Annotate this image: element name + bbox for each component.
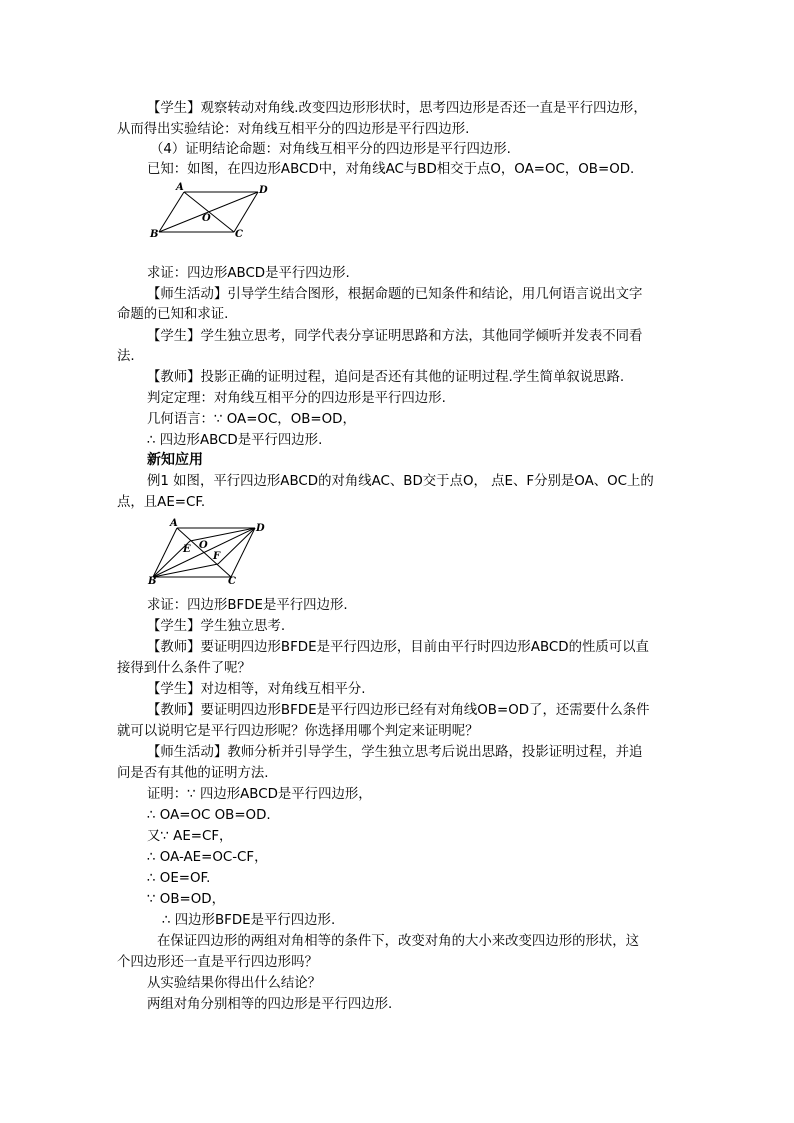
point-label: D: [259, 185, 268, 196]
text-line: 【学生】学生独立思考.: [147, 619, 286, 634]
text-line: 【学生】观察转动对角线.改变四边形形状时，思考四边形是否还一直是平行四边形，: [147, 101, 647, 116]
point-label: B: [148, 576, 157, 587]
text-line: ∴ OA-AE=OC-CF，: [147, 850, 268, 865]
text-line: 命题的已知和求证.: [117, 307, 229, 322]
text-line: 【教师】要证明四边形BFDE是平行四边形已经有对角线OB=OD了，还需要什么条件: [147, 703, 650, 718]
point-label: A: [176, 182, 184, 193]
parallelogram-figure-2: [147, 515, 272, 590]
text-line: 判定定理：对角线互相平分的四边形是平行四边形.: [147, 391, 446, 406]
parallelogram-figure-1: [147, 180, 272, 242]
text-line: 证明：∵ 四边形ABCD是平行四边形，: [147, 787, 372, 802]
point-label: O: [199, 540, 208, 551]
text-line: 又∵ AE=CF，: [147, 829, 233, 844]
text-line: 例1 如图，平行四边形ABCD的对角线AC、BD交于点O， 点E、F分别是OA、OC上的: [147, 474, 654, 489]
text-line: 点，且AE=CF.: [117, 495, 206, 510]
point-label: D: [256, 523, 265, 534]
text-line: 两组对角分别相等的四边形是平行四边形.: [147, 997, 393, 1012]
point-label: E: [183, 544, 191, 555]
text-line: 【教师】要证明四边形BFDE是平行四边形，目前由平行时四边形ABCD的性质可以直: [147, 640, 649, 655]
section-heading: 新知应用: [147, 452, 203, 468]
point-label: B: [150, 229, 159, 240]
point-label: A: [170, 518, 178, 529]
text-line: 求证：四边形BFDE是平行四边形.: [147, 598, 348, 613]
text-line: 【学生】学生独立思考，同学代表分享证明思路和方法，其他同学倾听并发表不同看: [147, 329, 643, 344]
text-line: 就可以说明它是平行四边形呢？你选择用哪个判定来证明呢？: [117, 724, 479, 739]
text-line: ∴ 四边形ABCD是平行四边形.: [147, 433, 323, 448]
point-label: F: [213, 551, 221, 562]
text-line: （4）证明结论命题：对角线互相平分的四边形是平行四边形.: [150, 142, 511, 157]
text-line: 问是否有其他的证明方法.: [117, 766, 269, 781]
point-label: O: [202, 213, 211, 224]
text-line: 几何语言：∵ OA=OC，OB=OD，: [147, 412, 356, 427]
text-line: 【教师】投影正确的证明过程，追问是否还有其他的证明过程.学生简单叙说思路.: [147, 370, 625, 385]
text-line: 接得到什么条件了呢？: [117, 661, 251, 676]
text-line: ∴ OA=OC OB=OD.: [147, 808, 271, 823]
text-line: 已知：如图，在四边形ABCD中，对角线AC与BD相交于点O，OA=OC，OB=OD.: [147, 162, 635, 177]
text-line: 【师生活动】教师分析并引导学生，学生独立思考后说出思路，投影证明过程，并追: [147, 745, 643, 760]
text-line: 【师生活动】引导学生结合图形，根据命题的已知条件和结论，用几何语言说出文字: [147, 287, 643, 302]
text-line: ∴ OE=OF.: [147, 871, 211, 886]
text-line: 求证：四边形ABCD是平行四边形.: [147, 266, 350, 281]
text-line: 从实验结果你得出什么结论？: [147, 976, 322, 991]
point-label: C: [235, 229, 243, 240]
text-line: ∴ 四边形BFDE是平行四边形.: [162, 913, 336, 928]
text-line: ∵ OB=OD，: [147, 892, 225, 907]
text-line: 【学生】对边相等，对角线互相平分.: [147, 682, 366, 697]
point-label: C: [228, 576, 236, 587]
text-line: 个四边形还一直是平行四边形吗？: [117, 955, 318, 970]
text-line: 从而得出实验结论：对角线互相平分的四边形是平行四边形.: [117, 122, 470, 137]
text-line: 法.: [117, 349, 135, 364]
text-line: 在保证四边形的两组对角相等的条件下，改变对角的大小来改变四边形的形状，这: [157, 934, 640, 949]
